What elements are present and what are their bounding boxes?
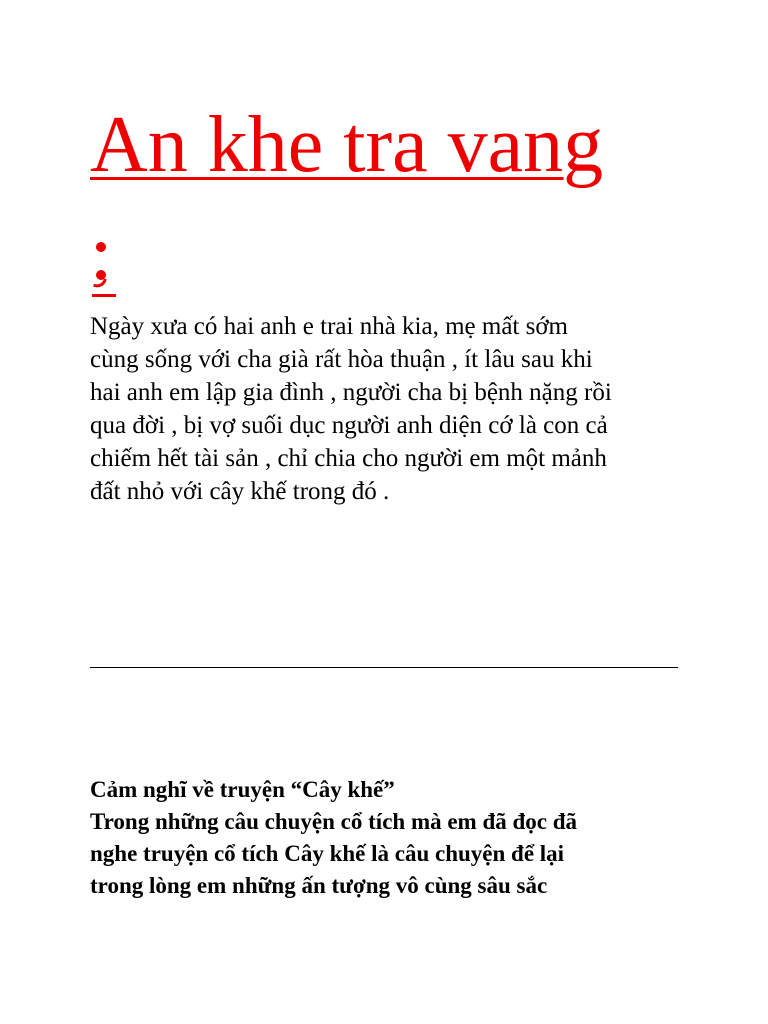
story-line: Ngày xưa có hai anh e trai nhà kia, mẹ mất sớm <box>90 313 569 340</box>
mark-dot-top <box>96 242 106 252</box>
story-line: chiếm hết tài sản , chỉ chia cho người em một mảnh <box>90 445 607 472</box>
story-line: cùng sống với cha già rất hòa thuận , ít lâu sau khi <box>90 346 593 373</box>
mark-underline <box>92 294 116 297</box>
story-line: hai anh em lập gia đình , người cha bị bệnh nặng rồi <box>90 379 612 406</box>
essay-line: nghe truyện cổ tích Cây khế là câu chuyện để lại <box>90 841 565 866</box>
essay-section <box>90 774 710 902</box>
mark-tail <box>93 277 107 289</box>
title-punctuation-mark <box>92 232 122 302</box>
story-line: qua đời , bị vợ suối dục người anh diện cớ là con cả <box>90 412 608 439</box>
essay-line: trong lòng em những ấn tượng vô cùng sâu sắc <box>90 873 548 898</box>
essay-line: Trong những câu chuyện cổ tích mà em đã đọc đã <box>90 809 578 834</box>
document-title: An khe tra vang <box>90 101 604 189</box>
story-paragraph <box>90 310 710 508</box>
story-line: đất nhỏ với cây khế trong đó . <box>90 478 390 505</box>
essay-heading: Cảm nghĩ về truyện “Cây khế” <box>90 777 395 802</box>
horizontal-divider <box>90 667 678 668</box>
